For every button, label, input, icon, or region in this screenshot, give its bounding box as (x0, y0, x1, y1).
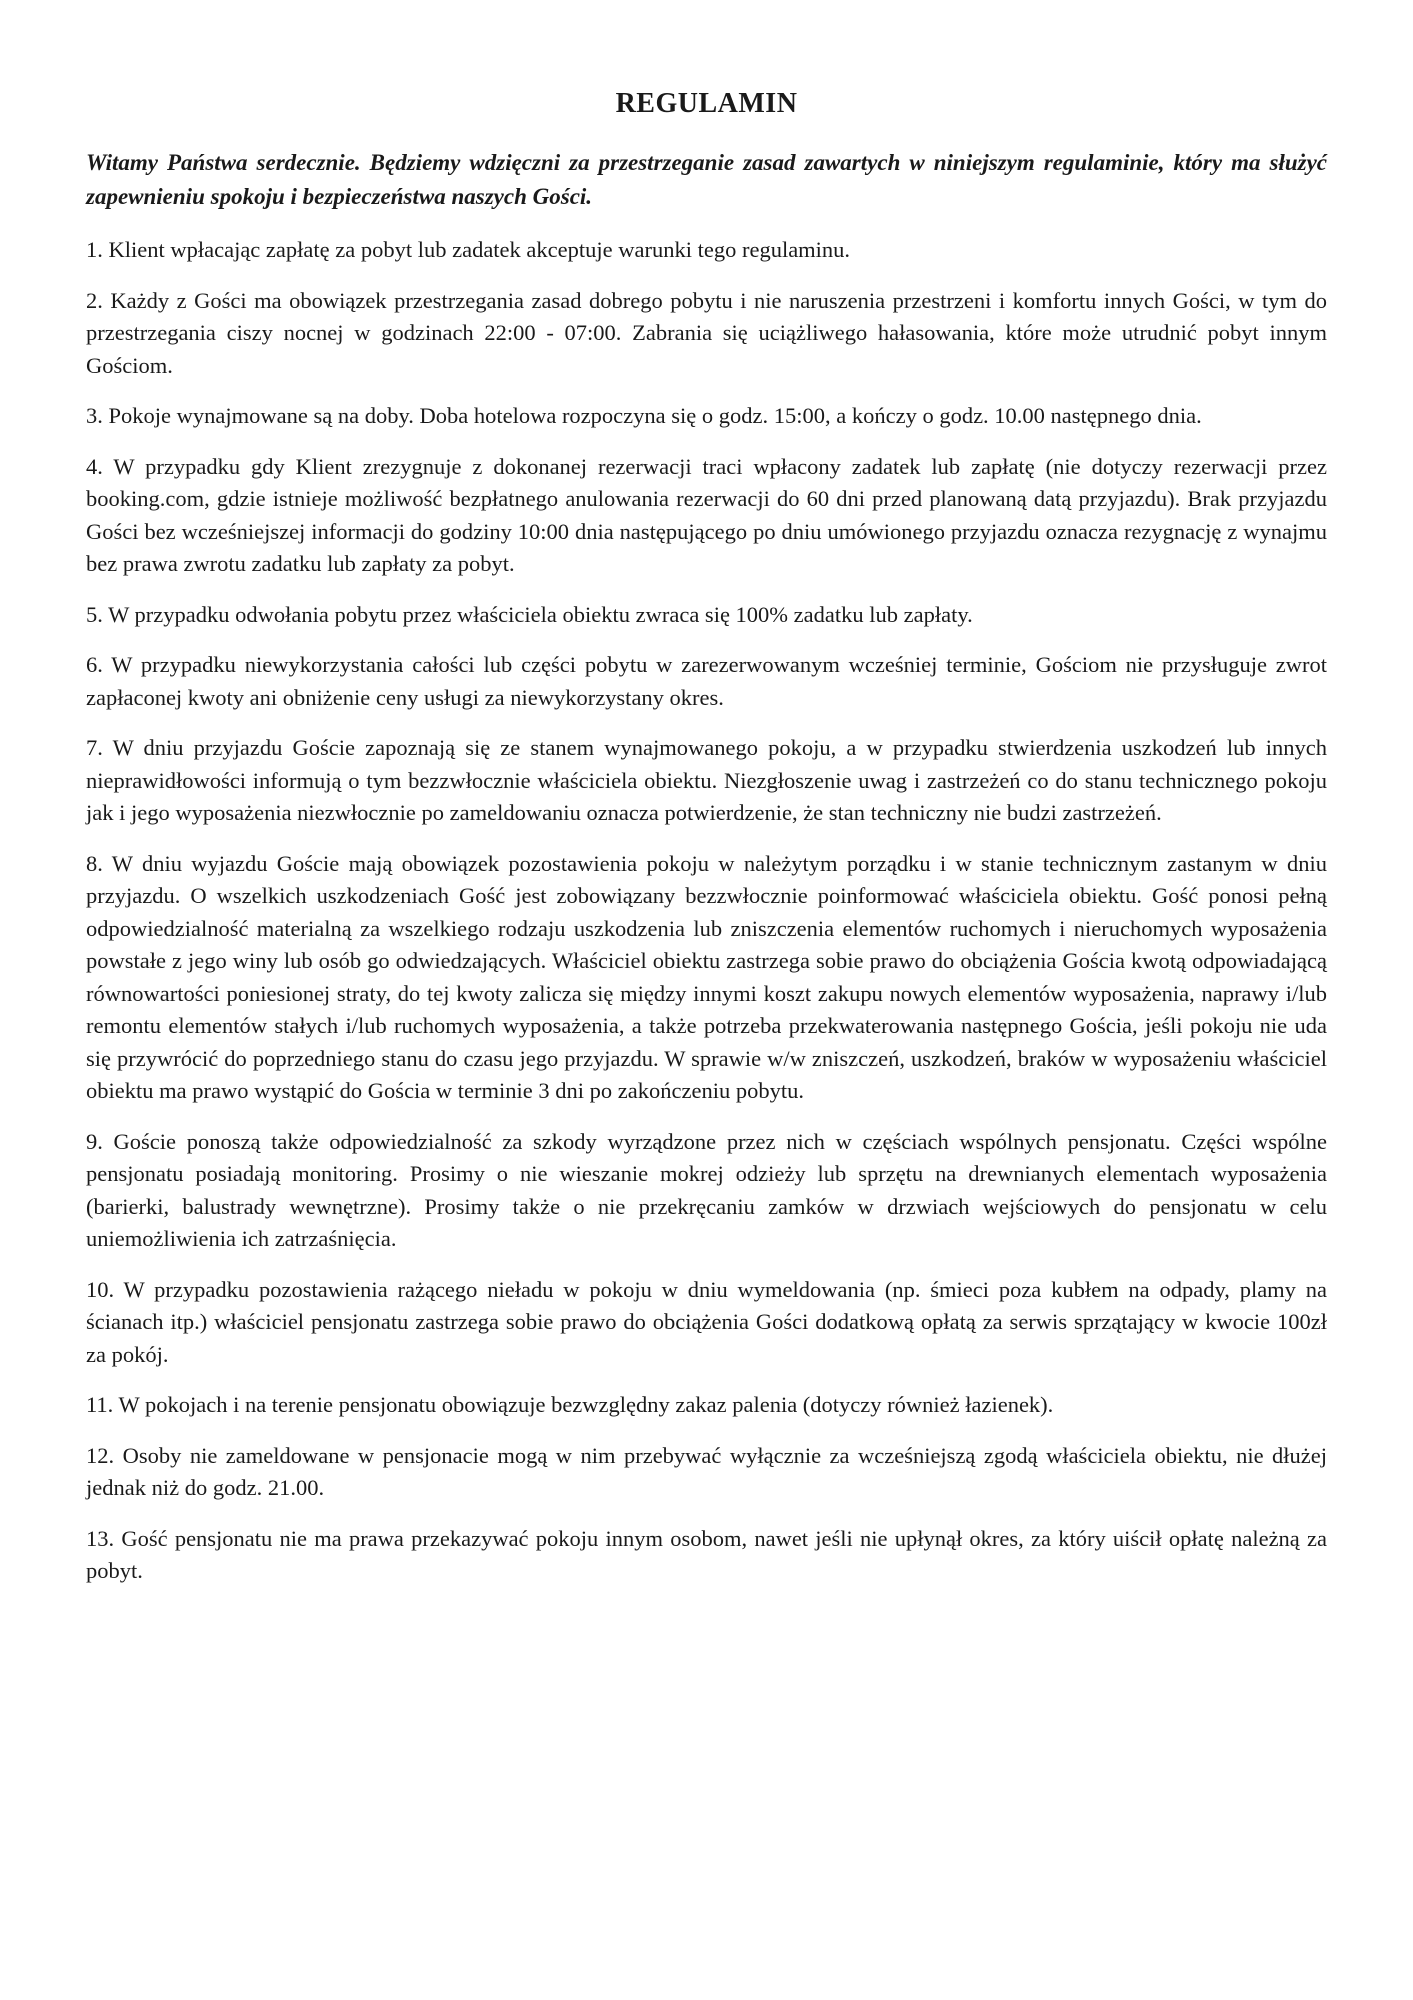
rule-2: 2. Każdy z Gości ma obowiązek przestrzegania zasad dobrego pobytu i nie naruszenia przestrzeni i komfortu innych Gości, w tym do przestrzegania ciszy nocnej w godzinach 22:00 - 07:00. Zabrania się uciążliwego hałasowania, które może utrudnić pobyt innym Gościom. (86, 287, 1327, 378)
document-title: REGULAMIN (615, 88, 798, 119)
rule-5: 5. W przypadku odwołania pobytu przez właściciela obiektu zwraca się 100% zadatku lub zapłaty. (86, 601, 973, 627)
rule-9: 9. Goście ponoszą także odpowiedzialność za szkody wyrządzone przez nich w częściach wspólnych pensjonatu. Części wspólne pensjonatu posiadają monitoring. Prosimy o nie wieszanie mokrej odzieży lub sprzętu na drewnianych elementach wyposażenia (barierki, balustrady wewnętrzne). Prosimy także o nie przekręcaniu zamków w drzwiach wejściowych do pensjonatu w celu uniemożliwienia ich zatrzaśnięcia. (86, 1128, 1327, 1251)
rule-4: 4. W przypadku gdy Klient zrezygnuje z dokonanej rezerwacji traci wpłacony zadatek lub zapłatę (nie dotyczy rezerwacji przez booking.com, gdzie istnieje możliwość bezpłatnego anulowania rezerwacji do 60 dni przed planowaną datą przyjazdu). Brak przyjazdu Gości bez wcześniejszej informacji do godziny 10:00 dnia następującego po dniu umówionego przyjazdu oznacza rezygnację z wynajmu bez prawa zwrotu zadatku lub zapłaty za pobyt. (86, 453, 1327, 576)
rule-3: 3. Pokoje wynajmowane są na doby. Doba hotelowa rozpoczyna się o godz. 15:00, a kończy o godz. 10.00 następnego dnia. (86, 403, 1202, 428)
rule-6: 6. W przypadku niewykorzystania całości lub części pobytu w zarezerwowanym wcześniej terminie, Gościom nie przysługuje zwrot zapłaconej kwoty ani obniżenie ceny usługi za niewykorzystany okres. (86, 652, 1327, 710)
rule-1: 1. Klient wpłacając zapłatę za pobyt lub zadatek akceptuje warunki tego regulaminu. (86, 237, 851, 262)
rule-11: 11. W pokojach i na terenie pensjonatu obowiązuje bezwzględny zakaz palenia (dotyczy również łazienek). (86, 1392, 1054, 1417)
rule-7: 7. W dniu przyjazdu Goście zapoznają się ze stanem wynajmowanego pokoju, a w przypadku stwierdzenia uszkodzeń lub innych nieprawidłowości informują o tym bezzwłocznie właściciela obiektu. Niezgłoszenie uwag i zastrzeżeń co do stanu technicznego pokoju jak i jego wyposażenia niezwłocznie po zameldowaniu oznacza potwierdzenie, że stan techniczny nie budzi zastrzeżeń. (86, 735, 1327, 825)
rule-12: 12. Osoby nie zameldowane w pensjonacie mogą w nim przebywać wyłącznie za wcześniejszą zgodą właściciela obiektu, nie dłużej jednak niż do godz. 21.00. (86, 1442, 1327, 1500)
intro-paragraph: Witamy Państwa serdecznie. Będziemy wdzięczni za przestrzeganie zasad zawartych w niniejszym regulaminie, który ma służyć zapewnieniu spokoju i bezpieczeństwa naszych Gości. (86, 150, 1327, 209)
rule-10: 10. W przypadku pozostawienia rażącego nieładu w pokoju w dniu wymeldowania (np. śmieci poza kubłem na odpady, plamy na ścianach itp.) właściciel pensjonatu zastrzega sobie prawo do obciążenia Gości dodatkową opłatą za serwis sprzątający w kwocie 100zł za pokój. (86, 1276, 1327, 1367)
rule-13: 13. Gość pensjonatu nie ma prawa przekazywać pokoju innym osobom, nawet jeśli nie upłynął okres, za który uiścił opłatę należną za pobyt. (86, 1525, 1327, 1583)
rule-8: 8. W dniu wyjazdu Goście mają obowiązek pozostawienia pokoju w należytym porządku i w stanie technicznym zastanym w dniu przyjazdu. O wszelkich uszkodzeniach Gość jest zobowiązany bezzwłocznie poinformować właściciela obiektu. Gość ponosi pełną odpowiedzialność materialną za wszelkiego rodzaju uszkodzenia lub zniszczenia elementów ruchomych i nieruchomych wyposażenia powstałe z jego winy lub osób go odwiedzających. Właściciel obiektu zastrzega sobie prawo do obciążenia Gościa kwotą odpowiadającą równowartości poniesionej straty, do tej kwoty zalicza się między innymi koszt zakupu nowych elementów wyposażenia, naprawy i/lub remontu elementów stałych i/lub ruchomych wyposażenia, a także potrzeba przekwaterowania następnego Gościa, jeśli pokoju nie uda się przywrócić do poprzedniego stanu do czasu jego przyjazdu. W sprawie w/w zniszczeń, uszkodzeń, braków w wyposażeniu właściciel obiektu ma prawo wystąpić do Gościa w terminie 3 dni po zakończeniu pobytu. (86, 850, 1327, 1103)
